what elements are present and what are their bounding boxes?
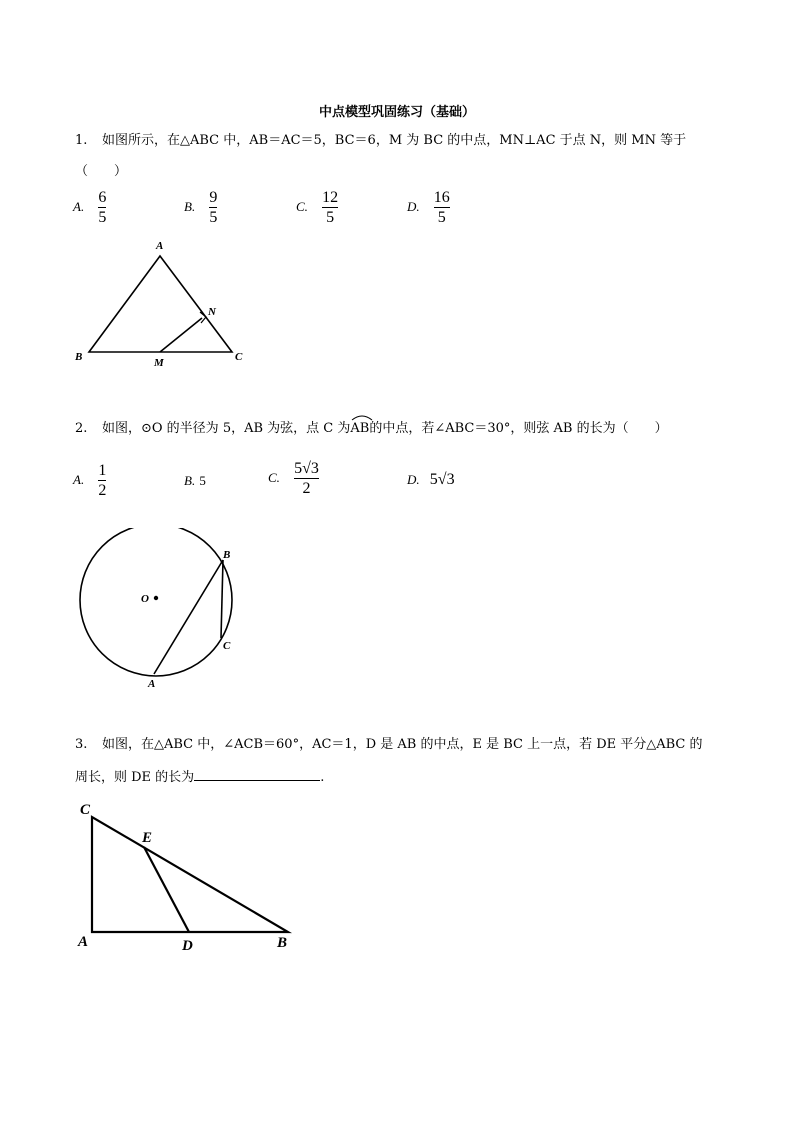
q2-option-d: D. 5√3 — [407, 471, 455, 488]
fraction: $\frac{9}{5}$ — [209, 189, 218, 226]
arc-ab: AB — [350, 419, 369, 439]
answer-blank[interactable] — [194, 766, 320, 781]
question-number: 3. — [75, 737, 88, 752]
label-c: C — [80, 802, 91, 818]
label-b: B — [223, 549, 231, 561]
page-title: 中点模型巩固练习（基础） — [318, 105, 475, 120]
question-2-text: 2. 如图，⊙O 的半径为 5，AB 为弦，点 C 为 AB的中点，若∠ABC＝30°，则弦 AB 的长为（ ） — [75, 419, 668, 439]
chord-bc — [221, 560, 223, 638]
fraction: $\frac{6}{5}$ — [98, 189, 107, 226]
label-a: A — [156, 240, 164, 252]
label-a: A — [78, 934, 89, 950]
circle-o — [80, 528, 232, 676]
q2-option-c: C. $\frac{5√3}{2}$ — [268, 460, 319, 497]
chord-ab — [154, 560, 223, 674]
q3-triangle-figure — [70, 795, 310, 960]
label-b: B — [277, 935, 288, 951]
label-d: D — [182, 938, 193, 954]
arc-mark — [350, 413, 374, 421]
question-1-bracket: （ ） — [75, 164, 128, 179]
fraction: $\frac{5√3}{2}$ — [294, 460, 319, 497]
question-number: 1. — [75, 133, 88, 148]
fraction: $\frac{12}{5}$ — [322, 189, 339, 226]
question-stem: 如图所示，在△ABC 中，AB＝AC＝5，BC＝6，M 为 BC 的中点，MN⊥AC 于点 N，则 MN 等于 — [102, 133, 687, 148]
label-m: M — [154, 357, 164, 369]
q2-option-b: B. 5 — [184, 473, 206, 488]
question-1-text — [75, 131, 686, 151]
label-o: O — [141, 593, 149, 605]
q1-option-b: B. $\frac{9}{5}$ — [184, 189, 218, 226]
q2-circle-figure — [70, 528, 260, 698]
label-n: N — [208, 306, 216, 318]
question-number: 2. — [75, 421, 88, 436]
question-3-text-line2: 周长，则 DE 的长为 . — [75, 766, 324, 788]
q1-option-d: D. $\frac{16}{5}$ — [407, 189, 450, 226]
label-a: A — [148, 678, 156, 690]
label-c: C — [223, 640, 231, 652]
question-3-text: 3. 如图，在△ABC 中，∠ACB＝60°，AC＝1，D 是 AB 的中点，E 是 BC 上一点，若 DE 平分△ABC 的 — [75, 735, 703, 755]
center-point — [154, 596, 158, 600]
triangle-abc — [92, 817, 288, 932]
segment-mn — [160, 318, 202, 352]
q1-triangle-figure — [70, 236, 260, 376]
label-e: E — [142, 830, 153, 846]
q1-option-c: C. $\frac{12}{5}$ — [296, 189, 339, 226]
label-b: B — [75, 351, 83, 363]
fraction: $\frac{16}{5}$ — [433, 189, 450, 226]
triangle-abc — [89, 256, 232, 352]
fraction: $\frac{1}{2}$ — [98, 462, 107, 499]
q1-option-a: A. $\frac{6}{5}$ — [73, 189, 107, 226]
label-c: C — [235, 351, 243, 363]
q2-option-a: A. $\frac{1}{2}$ — [73, 462, 107, 499]
